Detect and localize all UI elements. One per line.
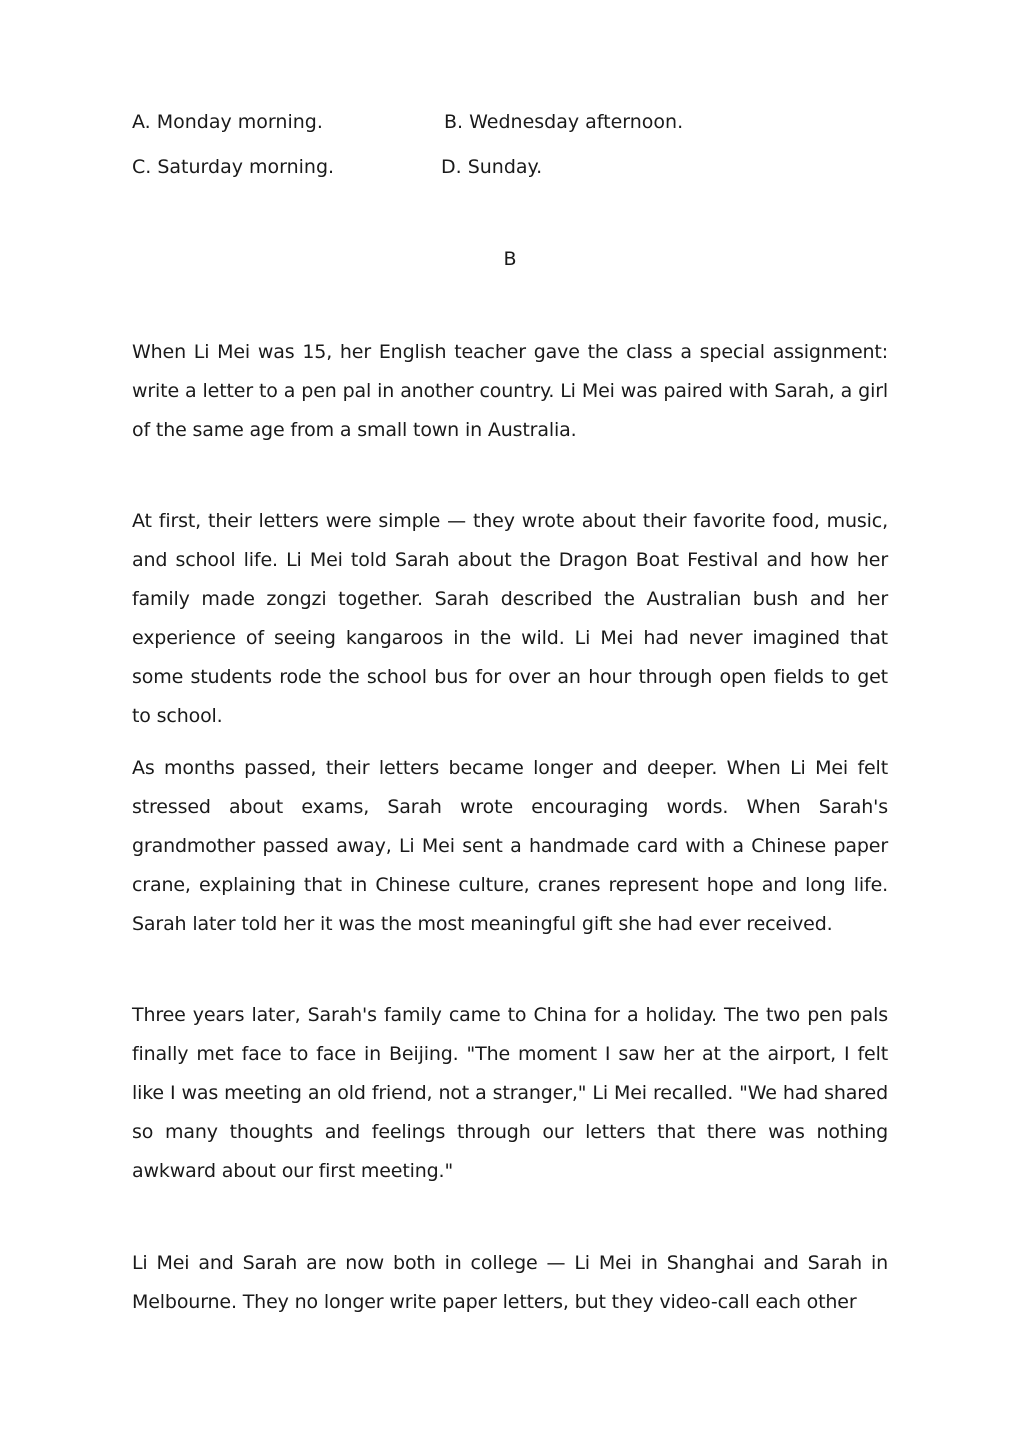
passage-paragraph-3: As months passed, their letters became longer and deeper. When Li Mei felt stressed about exams, Sarah wrote encouraging words. When Sarah's grandmother passed away, Li Mei sent a handmade card with a Chinese paper crane, explaining that in Chinese culture, cranes represent hope and long life. Sarah later told her it was the most meaningful gift she had ever received. xyxy=(132,757,888,935)
option-a: A. Monday morning. xyxy=(132,111,323,133)
option-c: C. Saturday morning. xyxy=(132,156,335,178)
section-heading: B xyxy=(503,248,517,270)
passage-paragraph-1: When Li Mei was 15, her English teacher gave the class a special assignment: write a letter to a pen pal in another country. Li Mei was paired with Sarah, a girl of the same age from a small town in Australia. xyxy=(132,341,888,441)
passage-paragraph-5: Li Mei and Sarah are now both in college — Li Mei in Shanghai and Sarah in Melbourne. They no longer write paper letters, but they video-call each other xyxy=(132,1252,888,1313)
passage-paragraph-4: Three years later, Sarah's family came to China for a holiday. The two pen pals finally met face to face in Beijing. "The moment I saw her at the airport, I felt like I was meeting an old friend, not a stranger," Li Mei recalled. "We had shared so many thoughts and feelings through our letters that there was nothing awkward about our first meeting." xyxy=(132,1004,888,1182)
answer-options-row-2 xyxy=(132,153,892,181)
option-b: B. Wednesday afternoon. xyxy=(444,111,684,133)
answer-options-row-1 xyxy=(132,108,892,136)
option-d: D. Sunday. xyxy=(441,156,543,178)
passage-paragraph-2: At first, their letters were simple — they wrote about their favorite food, music, and school life. Li Mei told Sarah about the Dragon Boat Festival and how her family made zongzi together. Sarah described the Australian bush and her experience of seeing kangaroos in the wild. Li Mei had never imagined that some students rode the school bus for over an hour through open fields to get to school. xyxy=(132,510,888,727)
